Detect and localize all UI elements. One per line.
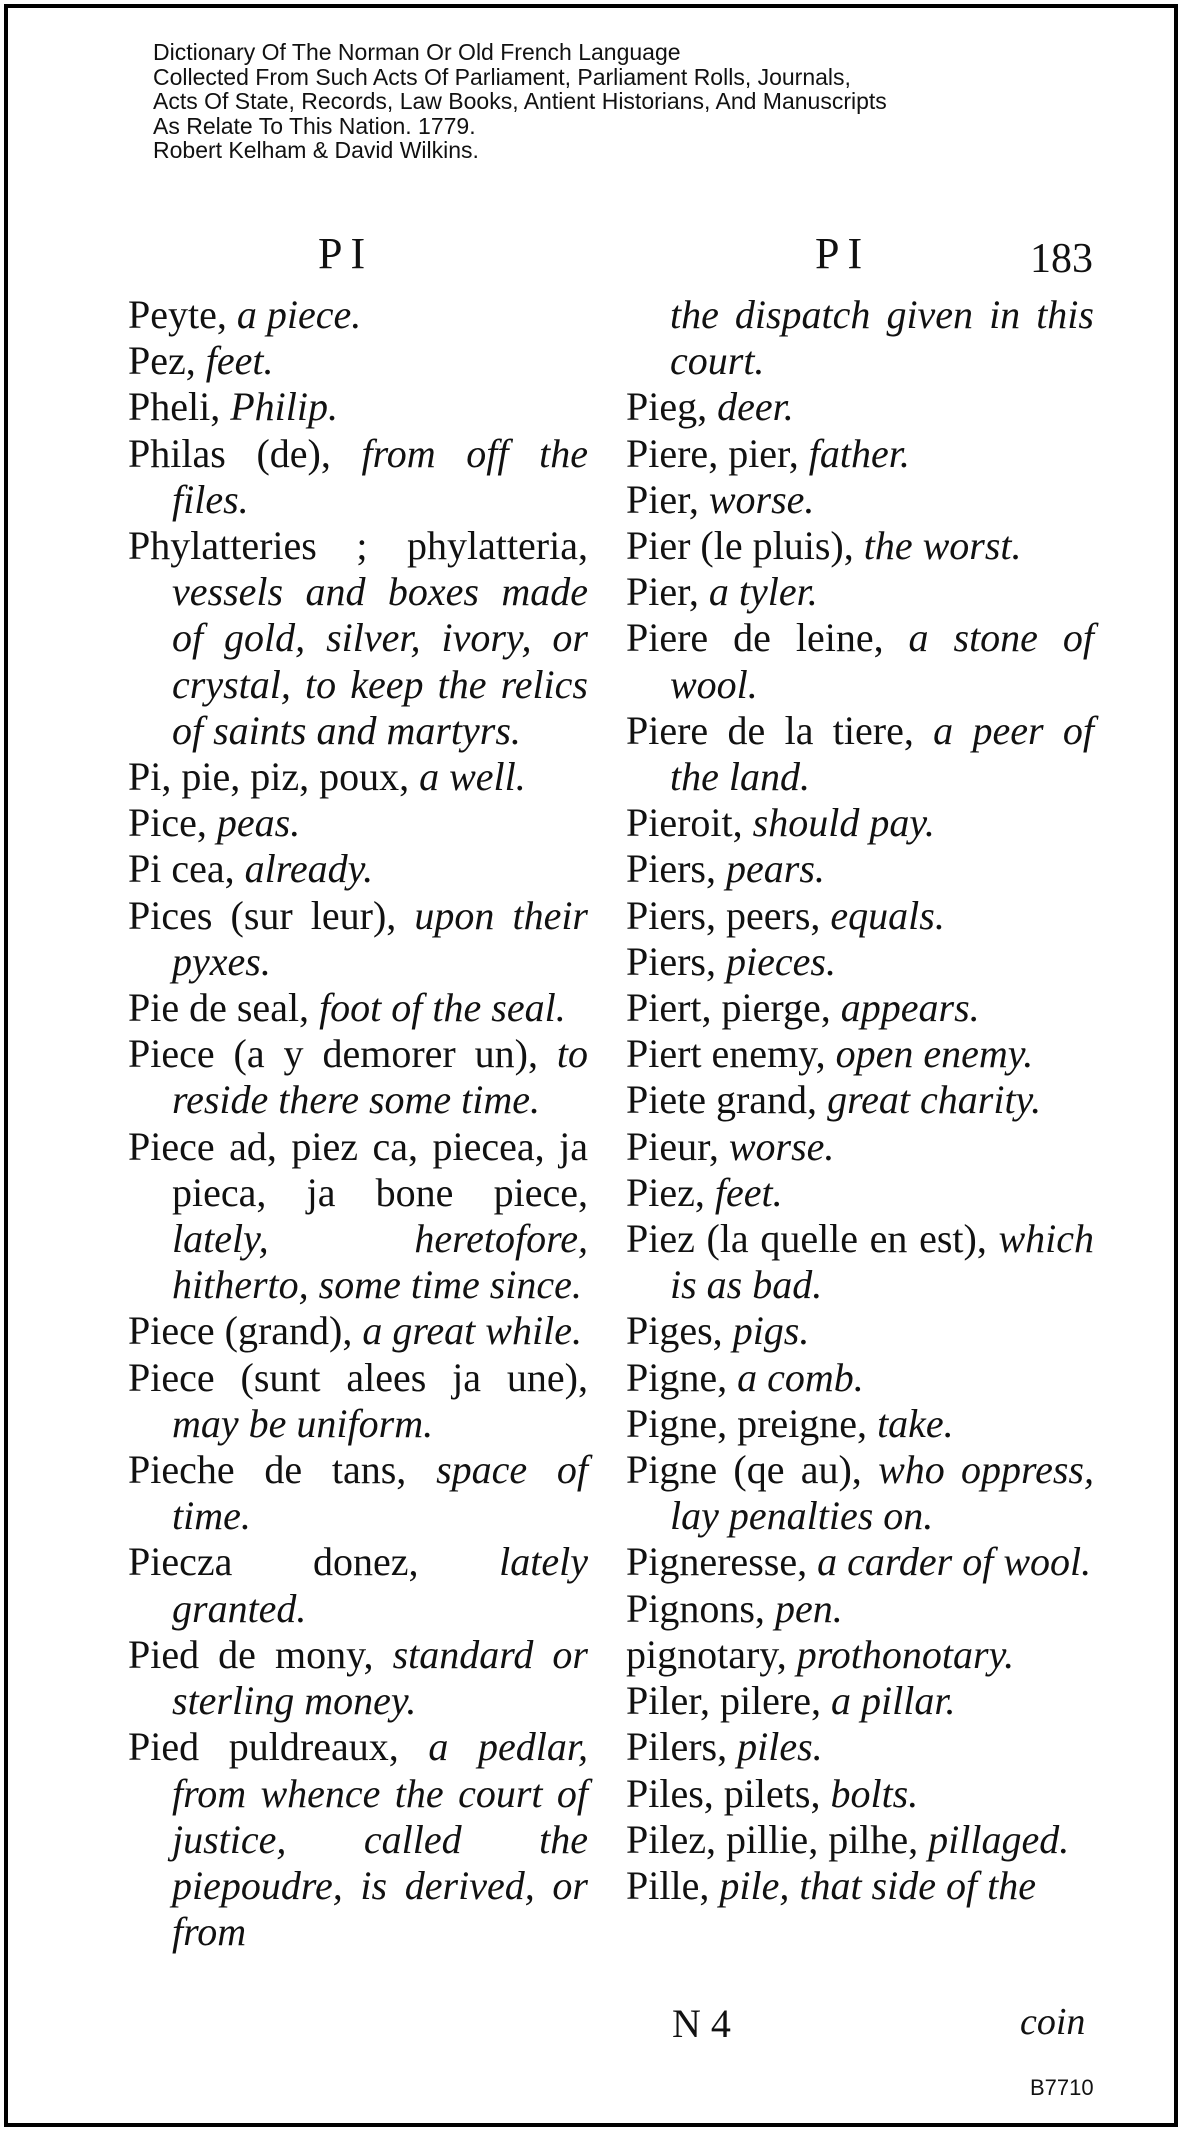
dictionary-entry xyxy=(128,1355,588,1447)
entry-headword: Piers, xyxy=(626,938,726,984)
dictionary-entry xyxy=(128,985,588,1031)
entry-headword: Piece (a y demorer un), xyxy=(128,1031,557,1077)
continued-entry: the dispatch given in this court. xyxy=(670,292,1094,384)
entry-translation: already. xyxy=(244,846,374,892)
entry-headword: Pi cea, xyxy=(128,846,245,892)
entry-headword: Pignons, xyxy=(626,1585,775,1631)
collection-header xyxy=(153,40,887,163)
dictionary-entry xyxy=(626,1817,1094,1863)
dictionary-entry xyxy=(626,431,1094,477)
entry-translation: a stone of wool. xyxy=(670,615,1094,707)
dictionary-entry xyxy=(626,1724,1094,1770)
entry-translation: the worst. xyxy=(863,523,1022,569)
reference-code: B7710 xyxy=(1030,2075,1094,2100)
entry-headword: Pier, xyxy=(626,569,709,615)
entry-translation: foot of the seal. xyxy=(319,985,566,1031)
entry-translation: vessels and boxes made of gold, silver, ivory, or crystal, to keep the relics of saints and martyrs. xyxy=(172,569,588,753)
dictionary-entry xyxy=(626,1771,1094,1817)
entry-translation: a piece. xyxy=(236,292,362,337)
entry-translation: worse. xyxy=(728,1123,835,1169)
entry-translation: pears. xyxy=(726,846,825,892)
entry-headword: pignotary, xyxy=(626,1631,797,1677)
dictionary-entry xyxy=(626,477,1094,523)
left-column xyxy=(128,292,588,1955)
entry-headword: Piez (la quelle en est), xyxy=(626,1216,999,1262)
entry-translation: father. xyxy=(808,430,910,476)
dictionary-entry xyxy=(626,1401,1094,1447)
entry-translation: lately, heretofore, hitherto, some time since. xyxy=(172,1216,588,1308)
dictionary-entry xyxy=(626,1447,1094,1539)
entry-headword: Pieroit, xyxy=(626,800,753,846)
entry-headword: Philas (de), xyxy=(128,430,362,476)
entry-headword: Pigneresse, xyxy=(626,1539,818,1585)
entry-translation: Philip. xyxy=(230,384,339,430)
header-line: Dictionary Of The Norman Or Old French Language xyxy=(153,39,681,65)
dictionary-entry xyxy=(626,1170,1094,1216)
entry-headword: Phylatteries ; phylatteria, xyxy=(128,523,588,569)
entry-headword: Pied de mony, xyxy=(128,1631,393,1677)
entry-headword: Piete grand, xyxy=(626,1077,828,1123)
entry-translation: take. xyxy=(877,1400,954,1446)
entry-translation: who oppress, lay penalties on. xyxy=(670,1447,1094,1539)
dictionary-entry xyxy=(626,1308,1094,1354)
dictionary-entry xyxy=(626,985,1094,1031)
dictionary-entry xyxy=(128,800,588,846)
dictionary-entry xyxy=(128,292,588,338)
right-column xyxy=(626,292,1094,1909)
dictionary-entry xyxy=(128,1539,588,1631)
entry-headword: Piere, pier, xyxy=(626,430,809,476)
entry-headword: Pied puldreaux, xyxy=(128,1724,429,1770)
entry-headword: Pilez, pillie, pilhe, xyxy=(626,1816,929,1862)
entry-translation: standard or sterling money. xyxy=(172,1631,588,1724)
entry-translation: appears. xyxy=(840,985,980,1031)
entry-translation: open enemy. xyxy=(835,1031,1034,1077)
signature-mark: N 4 xyxy=(672,2001,731,2046)
entry-translation: should pay. xyxy=(752,800,935,846)
dictionary-entry xyxy=(626,1216,1094,1308)
entry-translation: pen. xyxy=(774,1585,843,1631)
entry-headword: Pigne, preigne, xyxy=(626,1400,878,1446)
entry-headword: Piert, pierge, xyxy=(626,985,841,1031)
entry-translation: a great while. xyxy=(362,1308,582,1354)
header-line: Robert Kelham & David Wilkins. xyxy=(153,137,479,163)
dictionary-entry xyxy=(128,523,588,754)
entry-translation: a tyler. xyxy=(708,569,818,615)
dictionary-entry xyxy=(626,1355,1094,1401)
entry-translation: a comb. xyxy=(737,1354,864,1400)
entry-headword: Piece (grand), xyxy=(128,1308,363,1354)
entry-headword: Pilers, xyxy=(626,1724,738,1770)
dictionary-entry xyxy=(128,754,588,800)
entry-headword: Piere de leine, xyxy=(626,615,909,661)
dictionary-entry xyxy=(626,939,1094,985)
running-head-left: PI xyxy=(318,229,374,278)
entry-translation: pile, that side of the xyxy=(719,1862,1036,1908)
entry-translation: pigs. xyxy=(732,1308,810,1354)
entry-headword: Pieg, xyxy=(626,384,718,430)
entry-translation: pieces. xyxy=(726,938,836,984)
entry-translation: a pillar. xyxy=(831,1678,956,1724)
entry-headword: Pie de seal, xyxy=(128,985,320,1031)
dictionary-entry xyxy=(626,800,1094,846)
dictionary-entry xyxy=(128,1724,588,1955)
entry-headword: Peyte, xyxy=(128,292,237,337)
dictionary-entry xyxy=(128,384,588,430)
dictionary-entry xyxy=(626,1031,1094,1077)
entry-headword: Piles, pilets, xyxy=(626,1770,831,1816)
entry-headword: Pheli, xyxy=(128,384,231,430)
entry-headword: Pieche de tans, xyxy=(128,1447,437,1493)
dictionary-entry xyxy=(626,1586,1094,1632)
entry-headword: Piert enemy, xyxy=(626,1031,836,1077)
dictionary-entry xyxy=(626,1678,1094,1724)
entry-translation: a carder of wool. xyxy=(817,1539,1092,1585)
entry-headword: Piece (sunt alees ja une), xyxy=(128,1354,588,1400)
entry-headword: Pier (le pluis), xyxy=(626,523,864,569)
entry-translation: from off the files. xyxy=(172,430,588,522)
entry-translation: feet. xyxy=(205,338,274,384)
entry-translation: upon their pyxes. xyxy=(172,892,588,984)
entry-headword: Piler, pilere, xyxy=(626,1678,831,1724)
dictionary-entry xyxy=(128,1308,588,1354)
dictionary-entry xyxy=(626,384,1094,430)
entry-translation: feet. xyxy=(714,1169,783,1215)
entry-headword: Pigne, xyxy=(626,1354,738,1400)
dictionary-entry xyxy=(626,846,1094,892)
entry-translation: a pedlar, from whence the court of justice, called the piepoudre, is derived, or from xyxy=(172,1724,589,1955)
dictionary-entry xyxy=(128,846,588,892)
dictionary-entry xyxy=(626,1863,1094,1909)
entry-translation: space of time. xyxy=(172,1447,588,1539)
entry-translation: equals. xyxy=(830,892,945,938)
entry-translation: piles. xyxy=(737,1724,823,1770)
header-line: Acts Of State, Records, Law Books, Antient Historians, And Manuscripts xyxy=(153,88,887,114)
entry-headword: Piez, xyxy=(626,1169,715,1215)
dictionary-entry xyxy=(128,1124,588,1309)
entry-headword: Pice, xyxy=(128,800,217,846)
entry-headword: Pi, pie, piz, poux, xyxy=(128,754,420,800)
dictionary-entry xyxy=(626,1124,1094,1170)
header-line: As Relate To This Nation. 1779. xyxy=(153,112,476,139)
entry-translation: prothonotary. xyxy=(796,1631,1015,1677)
dictionary-entry xyxy=(128,431,588,523)
dictionary-entry xyxy=(626,1077,1094,1123)
entry-translation: a well. xyxy=(419,754,526,800)
entry-headword: Piges, xyxy=(626,1308,733,1354)
entry-translation: bolts. xyxy=(830,1770,919,1816)
running-head-right: PI xyxy=(815,229,871,278)
entry-translation: deer. xyxy=(717,384,794,430)
entry-headword: Piece ad, piez ca, piecea, ja pieca, ja bone piece, xyxy=(128,1123,588,1215)
entry-headword: Pieur, xyxy=(626,1123,729,1169)
entry-translation: pillaged. xyxy=(928,1816,1070,1862)
entry-translation: worse. xyxy=(708,476,815,522)
dictionary-entry xyxy=(128,338,588,384)
entry-headword: Pigne (qe au), xyxy=(626,1447,879,1493)
entry-headword: Piere de la tiere, xyxy=(626,707,934,753)
entry-headword: Pille, xyxy=(626,1862,720,1908)
entry-translation: a peer of the land. xyxy=(670,707,1094,800)
dictionary-entry xyxy=(626,523,1094,569)
dictionary-entry xyxy=(626,1632,1094,1678)
dictionary-entry xyxy=(626,569,1094,615)
catchword: coin xyxy=(1020,2001,1086,2043)
dictionary-entry xyxy=(128,1632,588,1724)
entry-headword: Pier, xyxy=(626,476,709,522)
entry-headword: Pices (sur leur), xyxy=(128,892,415,938)
dictionary-entry xyxy=(626,893,1094,939)
entry-translation: peas. xyxy=(216,800,301,846)
dictionary-entry xyxy=(128,1447,588,1539)
entry-translation: which is as bad. xyxy=(670,1216,1094,1308)
dictionary-entry xyxy=(626,708,1094,800)
header-line: Collected From Such Acts Of Parliament, Parliament Rolls, Journals, xyxy=(153,63,851,90)
dictionary-entry xyxy=(626,1539,1094,1585)
page-number: 183 xyxy=(1030,236,1093,282)
entry-translation: may be uniform. xyxy=(172,1400,434,1446)
dictionary-entry xyxy=(626,615,1094,707)
dictionary-entry xyxy=(128,1031,588,1123)
entry-translation: to reside there some time. xyxy=(172,1031,588,1123)
entry-translation: lately granted. xyxy=(172,1539,588,1631)
dictionary-entry xyxy=(128,893,588,985)
entry-headword: Piers, xyxy=(626,846,726,892)
entry-headword: Piers, peers, xyxy=(626,892,831,938)
entry-headword: Pez, xyxy=(128,338,206,384)
entry-translation: great charity. xyxy=(827,1077,1042,1123)
entry-headword: Piecza donez, xyxy=(128,1539,500,1585)
